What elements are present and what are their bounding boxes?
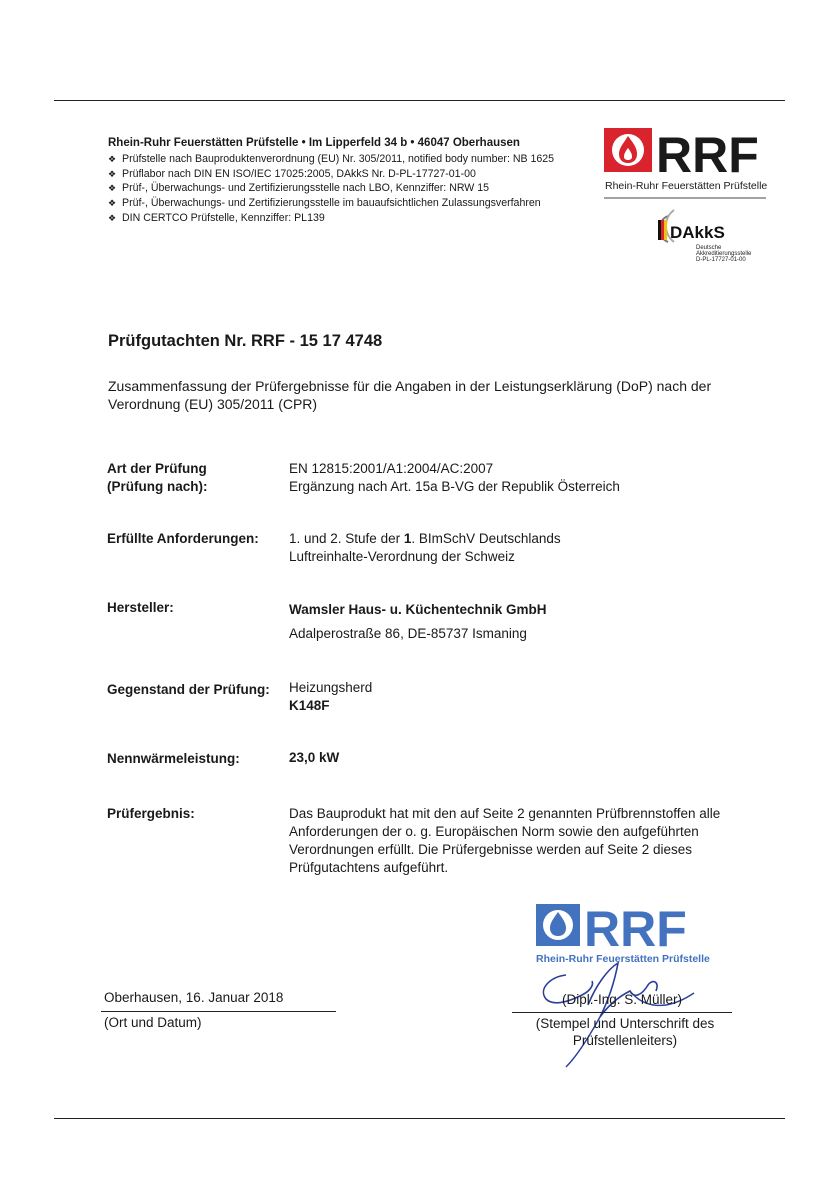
dakks-line-3: D-PL-17727-01-00 (696, 257, 746, 263)
place-date-line (101, 1011, 336, 1012)
institute-address: Rhein-Ruhr Feuerstätten Prüfstelle • Im Lipperfeld 34 b • 46047 Oberhausen (108, 137, 520, 149)
signature-line (512, 1012, 732, 1013)
document-title: Prüfgutachten Nr. RRF - 15 17 4748 (108, 332, 383, 350)
dakks-line-1: Deutsche (696, 245, 722, 251)
top-rule (54, 100, 785, 101)
accreditation-item: ❖ DIN CERTCO Prüfstelle, Kennziffer: PL139 (108, 211, 325, 224)
subject-value: Heizungsherd K148F (289, 680, 373, 713)
rrf-logo-text: RRF (656, 127, 759, 183)
accreditation-item: ❖ Prüf-, Überwachungs- und Zertifizierungsstelle im bauaufsichtlichen Zulassungsverfahren (108, 197, 541, 210)
place-date: Oberhausen, 16. Januar 2018 (104, 990, 284, 1005)
bullet-icon: ❖ (108, 198, 117, 209)
manufacturer-value (289, 601, 547, 643)
bullet-icon: ❖ (108, 154, 117, 164)
requirements-label: Erfüllte Anforderungen: (107, 531, 259, 546)
bullet-icon: ❖ (108, 168, 117, 179)
manufacturer-name: Wamsler Haus- u. Küchentechnik GmbH (289, 602, 547, 617)
manufacturer-label: Hersteller: (107, 600, 174, 615)
stamp-text: RRF (584, 901, 687, 957)
requirements-value: 1. und 2. Stufe der 1. BImSchV Deutschlands Luftreinhalte-Verordnung der Schweiz (289, 531, 561, 564)
power-value: 23,0 kW (289, 750, 340, 765)
accreditation-item: ❖ Prüflabor nach DIN EN ISO/IEC 17025:2005, DAkkS Nr. D-PL-17727-01-00 (108, 167, 476, 180)
dakks-line-2: Akkreditierungsstelle (696, 251, 752, 257)
art-label: Art der Prüfung (Prüfung nach): (107, 461, 208, 494)
manufacturer-address: Adalperostraße 86, DE-85737 Ismaning (289, 626, 527, 641)
rrf-logo-caption: Rhein-Ruhr Feuerstätten Prüfstelle (605, 180, 768, 192)
bottom-rule (54, 1118, 785, 1119)
subject-label: Gegenstand der Prüfung: (107, 682, 270, 697)
bullet-icon: ❖ (108, 212, 117, 223)
accreditation-item: ❖ Prüf-, Überwachungs- und Zertifizierungsstelle nach LBO, Kennziffer: NRW 15 (108, 182, 490, 195)
accreditation-item: ❖ Prüfstelle nach Bauproduktenverordnung (EU) Nr. 305/2011, notified body number: NB 1625 (108, 153, 555, 165)
accreditation-list (108, 152, 554, 226)
rrf-logo (604, 126, 768, 202)
bullet-icon: ❖ (108, 183, 117, 194)
dakks-name: DAkkS (670, 223, 725, 242)
place-date-caption: (Ort und Datum) (104, 1015, 202, 1030)
stamp-caption: Rhein-Ruhr Feuerstätten Prüfstelle (536, 953, 710, 965)
result-label: Prüfergebnis: (107, 806, 195, 821)
dakks-logo (648, 208, 768, 266)
flame-icon (604, 128, 652, 172)
power-label: Nennwärmeleistung: (107, 751, 240, 766)
stamp-flame-icon (536, 904, 580, 946)
result-value: Das Bauprodukt hat mit den auf Seite 2 genannten Prüfbrennstoffen alle Anforderungen der o. g. Europäischen Norm sowie den aufgeführten Verordnungen erfüllt. Die Prüfergebnisse werden auf Seite 2 dieses Prüfgutachtens aufgeführt. (289, 806, 721, 875)
summary-text: Zusammenfassung der Prüfergebnisse für die Angaben in der Leistungserklärung (DoP) nach der Verordnung (EU) 305/2011 (CPR) (108, 378, 712, 412)
art-value: EN 12815:2001/A1:2004/AC:2007 Ergänzung nach Art. 15a B-VG der Republik Österreich (289, 461, 620, 494)
signature-caption: (Stempel und Unterschrift des Prüfstellenleiters) (535, 1016, 715, 1048)
signer-name: (Dipl.-Ing. S. Müller) (562, 992, 683, 1007)
